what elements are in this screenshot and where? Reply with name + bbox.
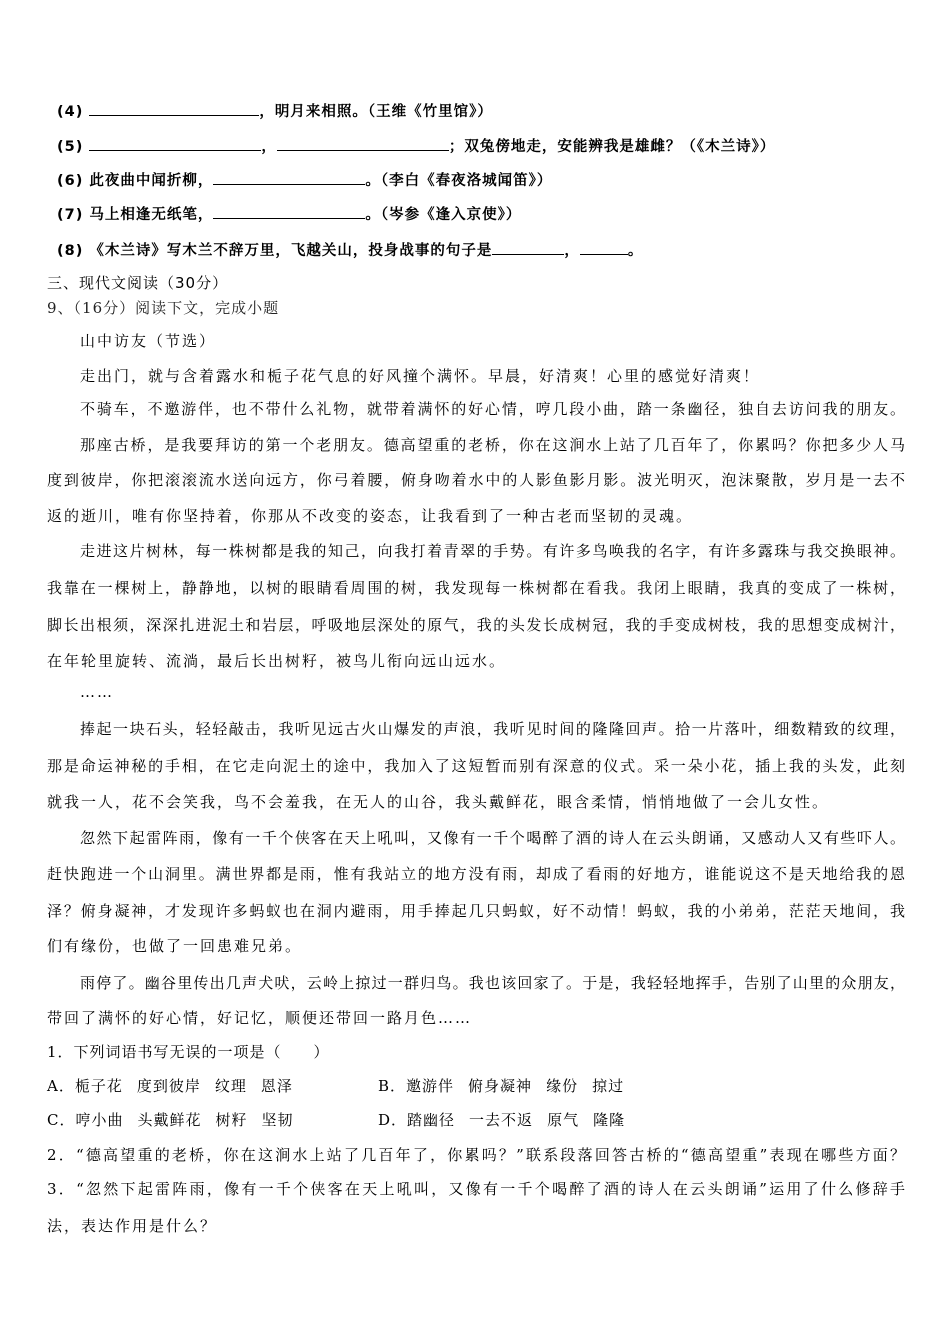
item-text: 此夜曲中闻折柳，: [89, 173, 214, 189]
passage-line: 返的逝川，唯有你坚持着，你那从不改变的姿态，让我看到了一种古老而坚韧的灵魂。: [47, 507, 694, 525]
item-text: ，: [261, 139, 277, 155]
item-number: (5): [57, 139, 84, 155]
passage-line: 忽然下起雷阵雨，像有一千个侠客在天上吼叫，又像有一千个喝醉了酒的诗人在云头朗诵，又感动人又有些吓人。: [80, 829, 905, 847]
fill-in-item-6: [57, 170, 552, 191]
question-1: 1．下列词语书写无误的一项是（ ）: [47, 1043, 330, 1061]
question-intro: 9、（16分）阅读下文，完成小题: [47, 299, 280, 317]
item-text: 。: [627, 243, 644, 259]
option-label: C．: [47, 1111, 76, 1129]
passage-line: 泽？俯身凝神，才发现许多蚂蚁也在洞内避雨，用手捧起几只蚂蚁，好不动情！蚂蚁，我的小弟弟，茫茫天地间，我: [47, 902, 905, 920]
question-2: 2．“德高望重的老桥，你在这涧水上站了几百年了，你累吗？”联系段落回答古桥的“德高望重”表现在哪些方面？: [47, 1146, 905, 1164]
passage-line: 们有缘份，也做了一回患难兄弟。: [47, 937, 303, 955]
answer-blank[interactable]: [277, 136, 449, 151]
option-word: 邀游伴: [406, 1077, 455, 1095]
passage-line: 雨停了。幽谷里传出几声犬吠，云岭上掠过一群归鸟。我也该回家了。于是，我轻轻地挥手，告别了山里的众朋友，: [80, 974, 905, 992]
option-b[interactable]: [378, 1076, 624, 1096]
item-text: 马上相逢无纸笔，: [89, 207, 214, 223]
section-heading: 三、现代文阅读（30分）: [47, 274, 229, 292]
answer-blank[interactable]: [89, 101, 259, 116]
passage-line: 走进这片树林，每一株树都是我的知己，向我打着青翠的手势。有许多鸟唤我的名字，有许多露珠与我交换眼神。: [80, 542, 905, 560]
option-word: 树籽: [215, 1111, 248, 1129]
answer-blank[interactable]: [89, 136, 261, 151]
item-text: 。（岑参《逢入京使》）: [365, 207, 522, 223]
fill-in-item-8: [57, 240, 643, 261]
passage-line: 那是命运神秘的手相，在它走向泥土的途中，我加入了这短暂而别有深意的仪式。采一朵小花，插上我的头发，此刻: [47, 757, 905, 775]
question-3-continued: 法，表达作用是什么？: [47, 1217, 218, 1235]
answer-blank[interactable]: [213, 204, 365, 219]
option-word: 哼小曲: [75, 1111, 124, 1129]
passage-ellipsis: ……: [80, 683, 114, 701]
option-word: 踏幽径: [407, 1111, 456, 1129]
option-word: 栀子花: [74, 1077, 123, 1095]
question-3: 3．“忽然下起雷阵雨，像有一千个侠客在天上吼叫，又像有一千个喝醉了酒的诗人在云头朗诵”运用了什么修辞手: [47, 1180, 905, 1198]
item-number: (8): [57, 243, 84, 259]
item-text: 《木兰诗》写木兰不辞万里，飞越关山，投身战事的句子是: [89, 243, 493, 259]
option-label: A．: [47, 1077, 75, 1095]
answer-blank[interactable]: [492, 240, 564, 255]
passage-line: 我靠在一棵树上，静静地，以树的眼睛看周围的树，我发现每一株树都在看我。我闭上眼睛，我真的变成了一株树，: [47, 579, 905, 597]
option-word: 缘份: [546, 1077, 579, 1095]
passage-line: 在年轮里旋转、流淌，最后长出树籽，被鸟儿衔向远山远水。: [47, 652, 507, 670]
option-word: 隆隆: [593, 1111, 626, 1129]
passage-line: 不骑车，不邀游伴，也不带什么礼物，就带着满怀的好心情，哼几段小曲，踏一条幽径，独自去访问我的朋友。: [80, 400, 905, 418]
passage-line: 就我一人，花不会笑我，鸟不会羞我，在无人的山谷，我头戴鲜花，眼含柔情，悄悄地做了一会儿女性。: [47, 793, 830, 811]
item-text: ，明月来相照。（王维《竹里馆》）: [259, 104, 493, 120]
option-label: D．: [378, 1111, 408, 1129]
option-word: 原气: [547, 1111, 580, 1129]
option-word: 掠过: [592, 1077, 625, 1095]
passage-line: 那座古桥，是我要拜访的第一个老朋友。德高望重的老桥，你在这涧水上站了几百年了，你累吗？你把多少人马: [80, 436, 905, 454]
passage-title: 山中访友（节选）: [80, 332, 217, 350]
passage-line: 捧起一块石头，轻轻敲击，我听见远古火山爆发的声浪，我听见时间的隆隆回声。拾一片落叶，细数精致的纹理，: [80, 720, 905, 738]
fill-in-item-5: [57, 136, 775, 157]
option-c[interactable]: [47, 1110, 294, 1130]
item-text: 。（李白《春夜洛城闻笛》）: [365, 173, 553, 189]
answer-blank[interactable]: [580, 240, 628, 255]
fill-in-item-4: [57, 101, 493, 122]
fill-in-item-7: [57, 204, 521, 225]
option-d[interactable]: [378, 1110, 625, 1130]
passage-line: 脚长出根须，深深扎进泥土和岩层，呼吸地层深处的原气，我的头发长成树冠，我的手变成树枝，我的思想变成树汁，: [47, 616, 905, 634]
item-number: (7): [57, 207, 84, 223]
answer-blank[interactable]: [213, 170, 365, 185]
option-a[interactable]: [47, 1076, 293, 1096]
item-number: (4): [57, 104, 84, 120]
passage-line: 走出门，就与含着露水和栀子花气息的好风撞个满怀。早晨，好清爽！心里的感觉好清爽！: [80, 367, 761, 385]
passage-line: 带回了满怀的好心情，好记忆，顺便还带回一路月色……: [47, 1009, 473, 1027]
option-word: 纹理: [214, 1077, 247, 1095]
passage-line: 度到彼岸，你把滚滚流水送向远方，你弓着腰，俯身吻着水中的人影鱼影月影。波光明灭，泡沫聚散，岁月是一去不: [47, 471, 905, 489]
item-text: ，: [564, 243, 580, 259]
option-word: 度到彼岸: [136, 1077, 201, 1095]
item-text: ；双兔傍地走，安能辨我是雄雌？（《木兰诗》）: [448, 139, 776, 155]
option-label: B．: [378, 1077, 407, 1095]
item-number: (6): [57, 173, 84, 189]
option-word: 俯身凝神: [468, 1077, 533, 1095]
passage-line: 赶快跑进一个山洞里。满世界都是雨，惟有我站立的地方没有雨，却成了看雨的好地方，谁能说这不是天地给我的恩: [47, 865, 905, 883]
option-word: 一去不返: [469, 1111, 534, 1129]
option-word: 头戴鲜花: [137, 1111, 202, 1129]
option-word: 恩泽: [260, 1077, 293, 1095]
option-word: 坚韧: [261, 1111, 294, 1129]
